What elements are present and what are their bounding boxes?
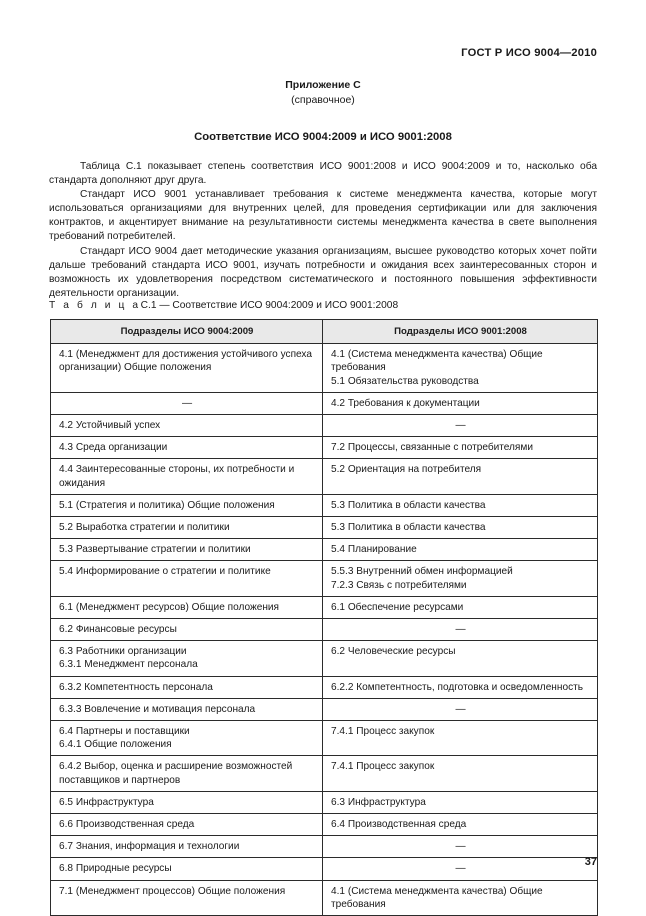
empty-dash: — (455, 624, 466, 636)
cell-iso9004 (51, 539, 323, 561)
cell-line: 6.2 Человеческие ресурсы (331, 646, 456, 658)
table-row (51, 517, 598, 539)
cell-iso9001 (323, 858, 598, 880)
cell-iso9001 (323, 721, 598, 756)
cell-iso9001 (323, 539, 598, 561)
cell-line: 5.1 Обязательства руководства (331, 375, 479, 387)
table-row (51, 561, 598, 596)
cell-iso9004 (51, 561, 323, 596)
cell-iso9004 (51, 344, 323, 393)
cell-line: 6.4 Партнеры и поставщики (59, 726, 190, 738)
table-caption-text: С.1 — Соответствие ИСО 9004:2009 и ИСО 9001:2008 (140, 300, 399, 311)
paragraph: Таблица С.1 показывает степень соответствия ИСО 9001:2008 и ИСО 9004:2009 и то, насколько оба стандарта дополняют друг друга. (49, 161, 597, 187)
cell-iso9001 (323, 791, 598, 813)
empty-dash: — (181, 397, 193, 409)
cell-line: 6.1 (Менеджмент ресурсов) Общие положения (59, 601, 280, 613)
cell-iso9004 (51, 494, 323, 516)
cell-line: 6.2.2 Компетентность, подготовка и осведомленность (331, 681, 583, 693)
table-row (51, 344, 598, 393)
cell-line: 5.3 Развертывание стратегии и политики (59, 544, 251, 556)
cell-line: 7.1 (Менеджмент процессов) Общие положения (59, 885, 286, 897)
cell-iso9004 (51, 698, 323, 720)
table-row (51, 836, 598, 858)
section-title: Соответствие ИСО 9004:2009 и ИСО 9001:2008 (194, 131, 452, 143)
empty-dash: — (455, 863, 466, 875)
cell-line: 5.5.3 Внутренний обмен информацией (331, 566, 513, 578)
cell-iso9001 (323, 641, 598, 676)
table-row (51, 721, 598, 756)
table-row (51, 539, 598, 561)
cell-iso9001 (323, 880, 598, 915)
cell-line: 7.4.1 Процесс закупок (331, 761, 435, 773)
cell-iso9001 (323, 756, 598, 791)
table-row (51, 437, 598, 459)
cell-line: 6.8 Природные ресурсы (59, 863, 172, 875)
cell-line: 6.7 Знания, информация и технологии (59, 841, 240, 853)
table-row (51, 619, 598, 641)
page-number: 37 (584, 856, 597, 868)
cell-iso9004 (51, 836, 323, 858)
table-row (51, 858, 598, 880)
cell-line: 4.1 (Менеджмент для достижения устойчивого успеха организации) Общие положения (59, 349, 312, 374)
column-header-iso9004: Подразделы ИСО 9004:2009 (51, 320, 323, 344)
column-header-iso9001: Подразделы ИСО 9001:2008 (323, 320, 598, 344)
cell-line: 5.4 Информирование о стратегии и политике (59, 566, 271, 578)
cell-iso9004 (51, 619, 323, 641)
cell-iso9004 (51, 641, 323, 676)
cell-iso9004 (51, 596, 323, 618)
cell-line: 6.1 Обеспечение ресурсами (331, 601, 464, 613)
cell-iso9001 (323, 814, 598, 836)
annex-heading-block (0, 78, 646, 108)
cell-iso9004 (51, 814, 323, 836)
empty-dash: — (455, 703, 466, 715)
cell-iso9001 (323, 619, 598, 641)
annex-subtitle: (справочное) (291, 94, 355, 106)
cell-iso9004 (51, 791, 323, 813)
cell-iso9001 (323, 676, 598, 698)
cell-line: 5.3 Политика в области качества (331, 499, 486, 511)
cell-iso9001 (323, 596, 598, 618)
cell-line: 5.1 (Стратегия и политика) Общие положения (59, 499, 275, 511)
table-body (51, 344, 598, 916)
cell-line: 4.1 (Система менеджмента качества) Общие требования (331, 885, 543, 910)
cell-line: 5.2 Ориентация на потребителя (331, 464, 482, 476)
cell-iso9001 (323, 494, 598, 516)
cell-line: 6.5 Инфраструктура (59, 796, 154, 808)
cell-iso9001 (323, 392, 598, 414)
cell-line: 6.3.2 Компетентность персонала (59, 681, 213, 693)
table-row (51, 880, 598, 915)
cell-line: 6.4 Производственная среда (331, 819, 467, 831)
annex-title: Приложение С (285, 79, 361, 91)
paragraph: Стандарт ИСО 9004 дает методические указания организациям, высшее руководство которых хочет пойти дальше требований стандарта ИСО 9001, изучать потребности и ожидания всех заинтересованных сторон и возможность их удовлетворения посредством систематического и постоянного повышения эффективности деятельности организации. (49, 245, 597, 299)
cell-line: 5.4 Планирование (331, 544, 417, 556)
document-header-standard-number: ГОСТ Р ИСО 9004—2010 (461, 47, 597, 59)
cell-line: 6.3.1 Менеджмент персонала (59, 659, 198, 671)
table-row (51, 814, 598, 836)
table-row (51, 415, 598, 437)
cell-iso9004 (51, 437, 323, 459)
cell-iso9001 (323, 517, 598, 539)
cell-line: 6.4.2 Выбор, оценка и расширение возможностей поставщиков и партнеров (59, 761, 293, 786)
cell-line: 4.2 Устойчивый успех (59, 420, 161, 432)
cell-line: 6.6 Производственная среда (59, 819, 195, 831)
empty-dash: — (455, 420, 466, 432)
cell-line: 4.4 Заинтересованные стороны, их потребности и ожидания (59, 464, 295, 489)
cell-iso9004 (51, 756, 323, 791)
cell-iso9004 (51, 721, 323, 756)
cell-iso9004 (51, 880, 323, 915)
table-row (51, 392, 598, 414)
table-row (51, 494, 598, 516)
table-row (51, 596, 598, 618)
table-caption (49, 300, 398, 311)
cell-line: 7.2.3 Связь с потребителями (331, 579, 467, 591)
cell-iso9001 (323, 415, 598, 437)
table-row (51, 698, 598, 720)
table-caption-label: Т а б л и ц а (49, 300, 141, 311)
paragraph: Стандарт ИСО 9001 устанавливает требования к системе менеджмента качества, которые могут использоваться организациями для внутренних целей, для проведения сертификации или для заключения контрактов, и акцентирует внимание на результативности системы менеджмента качества в свете выполнения требований потребителей. (49, 189, 597, 243)
cell-iso9001 (323, 698, 598, 720)
table-row (51, 676, 598, 698)
table-header-row (51, 320, 598, 344)
cell-line: 6.3 Работники организации (59, 646, 187, 658)
cell-line: 6.3 Инфраструктура (331, 796, 426, 808)
cell-line: 5.2 Выработка стратегии и политики (59, 522, 230, 534)
cell-line: 4.1 (Система менеджмента качества) Общие требования (331, 349, 543, 374)
cell-iso9001 (323, 836, 598, 858)
cell-line: 7.2 Процессы, связанные с потребителями (331, 442, 533, 454)
cell-iso9004 (51, 517, 323, 539)
correspondence-table (50, 319, 598, 916)
cell-iso9001 (323, 344, 598, 393)
empty-dash: — (455, 841, 466, 853)
cell-line: 6.4.1 Общие положения (59, 739, 172, 751)
cell-iso9001 (323, 561, 598, 596)
table-row (51, 791, 598, 813)
table-row (51, 459, 598, 494)
cell-line: 5.3 Политика в области качества (331, 522, 486, 534)
table-row (51, 641, 598, 676)
cell-iso9004 (51, 459, 323, 494)
cell-line: 7.4.1 Процесс закупок (331, 726, 435, 738)
cell-iso9004 (51, 858, 323, 880)
cell-line: 6.2 Финансовые ресурсы (59, 624, 177, 636)
cell-iso9004 (51, 676, 323, 698)
cell-line: 6.3.3 Вовлечение и мотивация персонала (59, 703, 256, 715)
cell-iso9001 (323, 437, 598, 459)
cell-iso9004 (51, 392, 323, 414)
cell-iso9004 (51, 415, 323, 437)
cell-iso9001 (323, 459, 598, 494)
cell-line: 4.2 Требования к документации (331, 397, 480, 409)
cell-line: 4.3 Среда организации (59, 442, 168, 454)
body-text-block (49, 160, 597, 301)
table-row (51, 756, 598, 791)
